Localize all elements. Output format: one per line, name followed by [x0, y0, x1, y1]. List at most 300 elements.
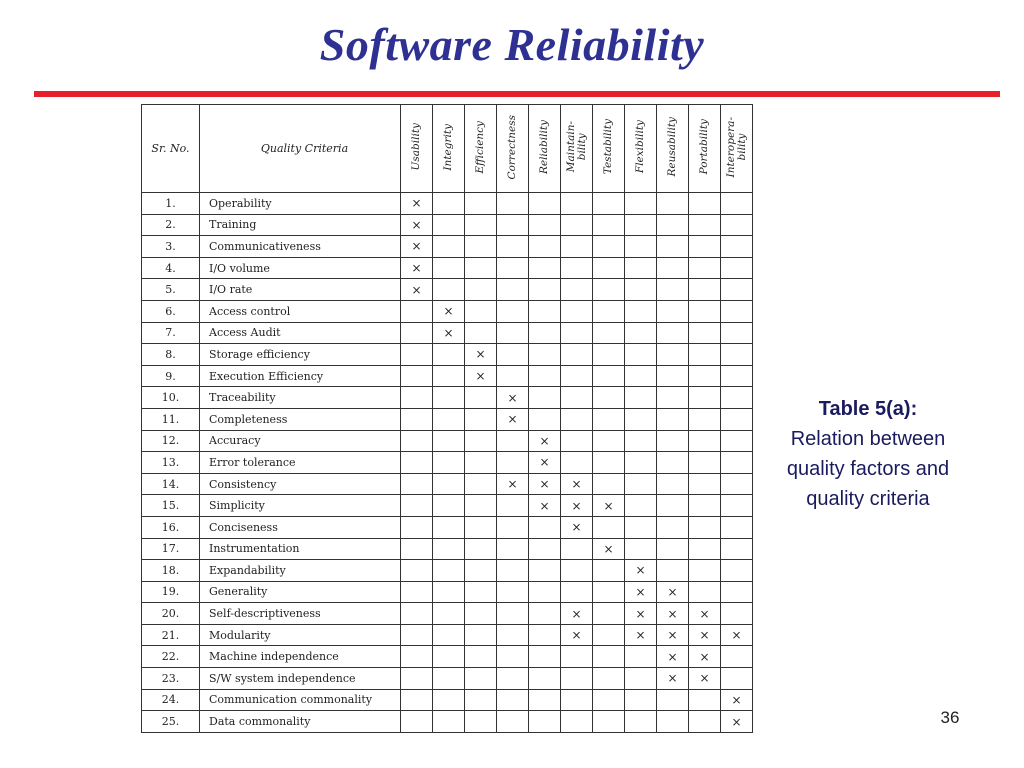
relation-cell	[721, 560, 753, 582]
relation-cell	[497, 624, 529, 646]
relation-cell	[721, 236, 753, 258]
relation-cell	[721, 300, 753, 322]
slide-title: Software Reliability	[319, 19, 705, 70]
row-criteria: Consistency	[200, 473, 401, 495]
relation-cell	[721, 473, 753, 495]
factor-label: Usability	[410, 123, 422, 171]
row-criteria: I/O rate	[200, 279, 401, 301]
relation-cell	[497, 538, 529, 560]
header-factor	[401, 105, 433, 193]
row-criteria: Communicativeness	[200, 236, 401, 258]
relation-cell	[657, 300, 689, 322]
relation-cell	[721, 452, 753, 474]
relation-cell	[401, 581, 433, 603]
row-number: 20.	[142, 603, 200, 625]
relation-cell	[561, 581, 593, 603]
row-criteria: Operability	[200, 193, 401, 215]
relation-cell	[497, 689, 529, 711]
relation-cell	[529, 711, 561, 733]
relation-cell: ×	[721, 689, 753, 711]
relation-cell	[465, 300, 497, 322]
relation-cell	[401, 560, 433, 582]
relation-cell	[433, 516, 465, 538]
relation-cell	[689, 214, 721, 236]
relation-cell	[465, 495, 497, 517]
relation-cell	[593, 279, 625, 301]
relation-cell	[465, 560, 497, 582]
table-row	[142, 214, 753, 236]
relation-cell	[529, 581, 561, 603]
relation-cell	[465, 668, 497, 690]
relation-cell: ×	[657, 624, 689, 646]
table-row	[142, 516, 753, 538]
relation-cell	[497, 344, 529, 366]
relation-cell: ×	[657, 668, 689, 690]
relation-cell	[497, 214, 529, 236]
relation-cell	[433, 365, 465, 387]
relation-cell	[593, 646, 625, 668]
table-body	[142, 193, 753, 733]
relation-cell: ×	[401, 236, 433, 258]
header-factor	[657, 105, 689, 193]
relation-cell: ×	[497, 473, 529, 495]
relation-cell	[497, 236, 529, 258]
quality-criteria-table	[141, 104, 753, 733]
relation-cell	[657, 365, 689, 387]
relation-cell	[529, 516, 561, 538]
relation-cell	[593, 430, 625, 452]
header-sr-no: Sr. No.	[142, 105, 200, 193]
factor-label: Efficiency	[474, 120, 486, 174]
row-criteria: Self-descriptiveness	[200, 603, 401, 625]
factor-label: Interopera- bility	[724, 116, 748, 178]
table-row	[142, 473, 753, 495]
relation-cell	[497, 257, 529, 279]
table-row	[142, 624, 753, 646]
relation-cell	[433, 452, 465, 474]
relation-cell	[433, 538, 465, 560]
relation-cell	[657, 711, 689, 733]
relation-cell	[593, 257, 625, 279]
table-row	[142, 322, 753, 344]
relation-cell	[529, 646, 561, 668]
row-number: 18.	[142, 560, 200, 582]
relation-cell	[561, 344, 593, 366]
header-factor	[497, 105, 529, 193]
relation-cell	[401, 495, 433, 517]
relation-cell: ×	[689, 624, 721, 646]
relation-cell	[465, 516, 497, 538]
relation-cell	[529, 365, 561, 387]
relation-cell	[497, 365, 529, 387]
relation-cell	[721, 193, 753, 215]
relation-cell	[593, 214, 625, 236]
relation-cell	[593, 365, 625, 387]
row-number: 7.	[142, 322, 200, 344]
factor-label: Correctness	[506, 114, 518, 180]
relation-cell	[625, 538, 657, 560]
row-number: 15.	[142, 495, 200, 517]
relation-cell	[689, 452, 721, 474]
relation-cell	[721, 322, 753, 344]
relation-cell	[689, 430, 721, 452]
relation-cell	[689, 344, 721, 366]
relation-cell	[561, 452, 593, 474]
row-criteria: Conciseness	[200, 516, 401, 538]
table-row	[142, 387, 753, 409]
header-factor	[689, 105, 721, 193]
relation-cell: ×	[625, 581, 657, 603]
relation-cell	[465, 214, 497, 236]
relation-cell	[497, 279, 529, 301]
relation-cell	[465, 452, 497, 474]
relation-cell	[625, 279, 657, 301]
row-criteria: Error tolerance	[200, 452, 401, 474]
row-criteria: Communication commonality	[200, 689, 401, 711]
relation-cell	[529, 624, 561, 646]
relation-cell	[401, 473, 433, 495]
row-number: 23.	[142, 668, 200, 690]
row-number: 16.	[142, 516, 200, 538]
relation-cell	[497, 603, 529, 625]
relation-cell	[625, 430, 657, 452]
relation-cell	[593, 581, 625, 603]
table-row	[142, 689, 753, 711]
row-criteria: Access control	[200, 300, 401, 322]
factor-label: Reusability	[666, 117, 678, 177]
relation-cell	[465, 279, 497, 301]
relation-cell	[593, 689, 625, 711]
relation-cell	[561, 387, 593, 409]
relation-cell	[721, 646, 753, 668]
row-criteria: Data commonality	[200, 711, 401, 733]
relation-cell	[497, 322, 529, 344]
relation-cell	[689, 711, 721, 733]
relation-cell: ×	[497, 408, 529, 430]
relation-cell: ×	[561, 495, 593, 517]
title-divider	[34, 91, 1000, 97]
relation-cell: ×	[465, 365, 497, 387]
relation-cell	[593, 408, 625, 430]
relation-cell	[561, 430, 593, 452]
row-number: 8.	[142, 344, 200, 366]
relation-cell	[657, 495, 689, 517]
relation-cell	[657, 430, 689, 452]
caption-text: Relation between quality factors and quality criteria	[786, 428, 950, 510]
relation-cell	[721, 538, 753, 560]
relation-cell: ×	[529, 430, 561, 452]
relation-cell	[465, 408, 497, 430]
relation-cell	[401, 711, 433, 733]
relation-cell: ×	[561, 603, 593, 625]
relation-cell: ×	[721, 624, 753, 646]
header-factor	[465, 105, 497, 193]
factor-label: Maintain- bility	[564, 121, 588, 173]
relation-cell	[593, 300, 625, 322]
relation-cell	[689, 473, 721, 495]
header-factor	[721, 105, 753, 193]
row-number: 9.	[142, 365, 200, 387]
factor-label: Testability	[602, 119, 614, 175]
relation-cell	[721, 387, 753, 409]
relation-cell	[465, 473, 497, 495]
relation-cell	[721, 365, 753, 387]
relation-cell	[433, 408, 465, 430]
relation-cell	[433, 581, 465, 603]
relation-cell	[721, 344, 753, 366]
relation-cell	[497, 560, 529, 582]
relation-cell	[593, 344, 625, 366]
table-row	[142, 538, 753, 560]
relation-cell	[657, 387, 689, 409]
row-criteria: Generality	[200, 581, 401, 603]
table-row	[142, 581, 753, 603]
table-row	[142, 408, 753, 430]
relation-cell	[625, 516, 657, 538]
table-row	[142, 236, 753, 258]
relation-cell	[593, 603, 625, 625]
relation-cell	[593, 236, 625, 258]
relation-cell: ×	[401, 193, 433, 215]
relation-cell: ×	[401, 279, 433, 301]
table-row	[142, 430, 753, 452]
relation-cell	[433, 668, 465, 690]
row-criteria: Accuracy	[200, 430, 401, 452]
relation-cell	[401, 668, 433, 690]
row-number: 17.	[142, 538, 200, 560]
relation-cell	[561, 689, 593, 711]
relation-cell	[689, 581, 721, 603]
relation-cell	[529, 236, 561, 258]
table-row	[142, 193, 753, 215]
relation-cell	[689, 300, 721, 322]
relation-cell	[529, 344, 561, 366]
relation-cell	[465, 193, 497, 215]
row-criteria: Machine independence	[200, 646, 401, 668]
relation-cell	[529, 300, 561, 322]
quality-criteria-table-container	[141, 104, 753, 733]
relation-cell	[529, 560, 561, 582]
relation-cell: ×	[529, 452, 561, 474]
relation-cell	[625, 214, 657, 236]
relation-cell	[497, 300, 529, 322]
relation-cell	[401, 322, 433, 344]
relation-cell	[593, 322, 625, 344]
relation-cell	[433, 279, 465, 301]
relation-cell	[689, 279, 721, 301]
relation-cell	[657, 279, 689, 301]
row-number: 13.	[142, 452, 200, 474]
relation-cell	[529, 603, 561, 625]
relation-cell	[689, 257, 721, 279]
relation-cell	[657, 236, 689, 258]
relation-cell	[721, 603, 753, 625]
relation-cell	[625, 668, 657, 690]
table-row	[142, 603, 753, 625]
relation-cell	[401, 624, 433, 646]
relation-cell	[497, 668, 529, 690]
row-criteria: Completeness	[200, 408, 401, 430]
relation-cell	[593, 387, 625, 409]
relation-cell	[593, 516, 625, 538]
relation-cell	[721, 279, 753, 301]
relation-cell	[625, 322, 657, 344]
table-row	[142, 279, 753, 301]
relation-cell	[497, 581, 529, 603]
relation-cell	[401, 430, 433, 452]
relation-cell	[465, 624, 497, 646]
relation-cell: ×	[721, 711, 753, 733]
relation-cell	[465, 322, 497, 344]
row-criteria: S/W system independence	[200, 668, 401, 690]
relation-cell	[593, 193, 625, 215]
relation-cell	[625, 646, 657, 668]
row-number: 5.	[142, 279, 200, 301]
relation-cell	[529, 408, 561, 430]
relation-cell	[561, 646, 593, 668]
row-number: 6.	[142, 300, 200, 322]
row-number: 21.	[142, 624, 200, 646]
table-row	[142, 711, 753, 733]
relation-cell	[593, 624, 625, 646]
relation-cell	[593, 668, 625, 690]
relation-cell: ×	[433, 300, 465, 322]
row-criteria: Access Audit	[200, 322, 401, 344]
relation-cell	[497, 193, 529, 215]
relation-cell: ×	[401, 214, 433, 236]
row-number: 14.	[142, 473, 200, 495]
relation-cell	[401, 408, 433, 430]
relation-cell	[657, 689, 689, 711]
relation-cell	[465, 689, 497, 711]
relation-cell	[625, 452, 657, 474]
relation-cell	[401, 516, 433, 538]
relation-cell	[561, 236, 593, 258]
relation-cell	[433, 624, 465, 646]
table-header-row	[142, 105, 753, 193]
row-number: 25.	[142, 711, 200, 733]
relation-cell	[593, 711, 625, 733]
relation-cell: ×	[593, 538, 625, 560]
table-row	[142, 668, 753, 690]
relation-cell: ×	[593, 495, 625, 517]
relation-cell	[625, 344, 657, 366]
factor-label: Integrity	[442, 123, 454, 171]
relation-cell	[529, 257, 561, 279]
relation-cell	[561, 214, 593, 236]
header-factor	[593, 105, 625, 193]
row-criteria: I/O volume	[200, 257, 401, 279]
relation-cell: ×	[657, 581, 689, 603]
relation-cell	[497, 646, 529, 668]
table-row	[142, 365, 753, 387]
table-row	[142, 257, 753, 279]
header-factor	[529, 105, 561, 193]
relation-cell	[401, 689, 433, 711]
relation-cell	[529, 322, 561, 344]
row-number: 2.	[142, 214, 200, 236]
relation-cell	[401, 603, 433, 625]
row-number: 3.	[142, 236, 200, 258]
relation-cell	[625, 689, 657, 711]
relation-cell	[625, 495, 657, 517]
relation-cell	[657, 193, 689, 215]
relation-cell	[497, 430, 529, 452]
relation-cell	[465, 711, 497, 733]
relation-cell: ×	[465, 344, 497, 366]
relation-cell	[689, 193, 721, 215]
relation-cell	[465, 257, 497, 279]
factor-label: Flexibility	[634, 120, 646, 174]
relation-cell: ×	[657, 603, 689, 625]
relation-cell	[689, 365, 721, 387]
relation-cell	[689, 560, 721, 582]
relation-cell	[721, 581, 753, 603]
relation-cell	[657, 257, 689, 279]
row-number: 19.	[142, 581, 200, 603]
row-criteria: Execution Efficiency	[200, 365, 401, 387]
factor-label: Portability	[698, 119, 710, 175]
row-number: 24.	[142, 689, 200, 711]
relation-cell	[401, 646, 433, 668]
header-factor	[625, 105, 657, 193]
relation-cell	[465, 581, 497, 603]
table-row	[142, 560, 753, 582]
relation-cell	[593, 473, 625, 495]
relation-cell: ×	[529, 473, 561, 495]
relation-cell: ×	[529, 495, 561, 517]
relation-cell	[561, 408, 593, 430]
caption-label: Table 5(a):	[818, 398, 918, 420]
relation-cell	[593, 560, 625, 582]
header-factor	[561, 105, 593, 193]
relation-cell	[561, 365, 593, 387]
relation-cell	[465, 646, 497, 668]
relation-cell	[689, 538, 721, 560]
table-row	[142, 646, 753, 668]
row-criteria: Storage efficiency	[200, 344, 401, 366]
relation-cell	[689, 689, 721, 711]
relation-cell	[401, 300, 433, 322]
relation-cell: ×	[689, 603, 721, 625]
relation-cell	[465, 236, 497, 258]
relation-cell: ×	[561, 473, 593, 495]
relation-cell	[433, 214, 465, 236]
relation-cell	[433, 603, 465, 625]
relation-cell	[657, 516, 689, 538]
relation-cell	[497, 495, 529, 517]
relation-cell	[529, 193, 561, 215]
relation-cell	[529, 279, 561, 301]
relation-cell: ×	[689, 668, 721, 690]
row-number: 12.	[142, 430, 200, 452]
relation-cell	[561, 538, 593, 560]
table-row	[142, 452, 753, 474]
relation-cell	[657, 560, 689, 582]
relation-cell	[625, 193, 657, 215]
relation-cell	[625, 365, 657, 387]
relation-cell	[657, 214, 689, 236]
relation-cell	[433, 495, 465, 517]
relation-cell	[657, 408, 689, 430]
relation-cell	[433, 344, 465, 366]
relation-cell: ×	[561, 516, 593, 538]
relation-cell	[529, 387, 561, 409]
relation-cell	[657, 322, 689, 344]
relation-cell	[657, 452, 689, 474]
relation-cell	[465, 387, 497, 409]
relation-cell	[561, 711, 593, 733]
